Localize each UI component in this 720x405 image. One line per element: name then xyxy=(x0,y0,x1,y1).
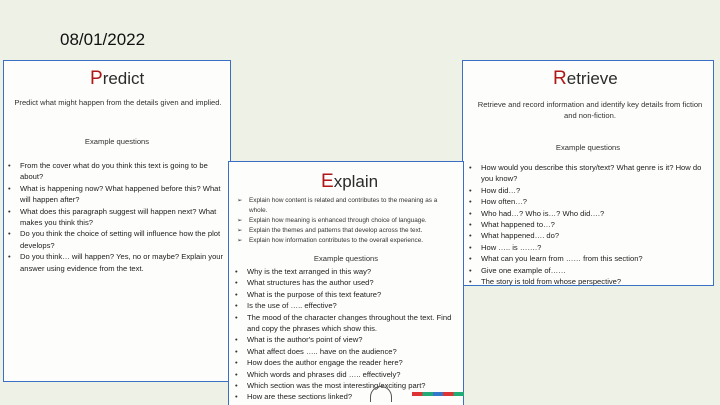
explain-title xyxy=(321,172,378,191)
list-item: • What is the author's point of view? xyxy=(233,334,457,345)
list-item: • What structures has the author used? xyxy=(233,277,457,288)
predict-title-initial: P xyxy=(90,68,103,89)
list-item: • How ….. is …….? xyxy=(467,242,707,253)
predict-title-rest: redict xyxy=(102,69,145,88)
list-item: ➢ Explain how content is related and contributes to the meaning as a whole. xyxy=(237,196,457,216)
list-item: ➢ Explain the themes and patterns that develop across the text. xyxy=(237,226,457,236)
retrieve-title-initial: R xyxy=(553,68,567,89)
retrieve-question-list xyxy=(467,162,707,286)
list-item: • Do you think… will happen? Yes, no or maybe? Explain your answer using evidence from the text. xyxy=(6,251,224,274)
list-item: • How did…? xyxy=(467,185,707,196)
list-item: ➢ Explain how meaning is enhanced through choice of language. xyxy=(237,216,457,226)
slide-date: 08/01/2022 xyxy=(60,30,146,49)
list-item: • What affect does ….. have on the audience? xyxy=(233,346,457,357)
list-item: • Why is the text arranged in this way? xyxy=(233,266,457,277)
explain-examples-heading: Example questions xyxy=(313,254,379,263)
list-item: • What does this paragraph suggest will happen next? What makes you think this? xyxy=(6,206,224,229)
retrieve-description: Retrieve and record information and identify key details from fiction and non-fiction. xyxy=(477,100,703,120)
list-item: • Which words and phrases did ….. effectively? xyxy=(233,369,457,380)
list-item: • What can you learn from …… from this section? xyxy=(467,253,707,264)
list-item: • Who had…? Who is…? Who did….? xyxy=(467,208,707,219)
retrieve-title xyxy=(553,69,618,88)
retrieve-card xyxy=(462,60,714,286)
list-item: • How does the author engage the reader here? xyxy=(233,357,457,368)
list-item: • How would you describe this story/text? What genre is it? How do you know? xyxy=(467,162,707,185)
explain-question-list xyxy=(233,266,457,403)
list-item: • What happened to…? xyxy=(467,219,707,230)
predict-examples-heading: Example questions xyxy=(84,137,150,146)
explain-card xyxy=(228,161,464,405)
predict-question-list xyxy=(6,160,224,274)
color-strip-decoration xyxy=(412,392,464,396)
list-item: ➢ Explain how information contributes to the overall experience. xyxy=(237,236,457,246)
list-item: • What happened…. do? xyxy=(467,230,707,241)
doodle-sketch xyxy=(370,386,392,402)
predict-description: Predict what might happen from the details given and implied. xyxy=(14,98,222,107)
list-item: • How are these sections linked? xyxy=(233,391,457,402)
list-item: • Do you think the choice of setting will influence how the plot develops? xyxy=(6,228,224,251)
list-item: • From the cover what do you think this text is going to be about? xyxy=(6,160,224,183)
list-item: • How often…? xyxy=(467,196,707,207)
retrieve-examples-heading: Example questions xyxy=(555,143,621,152)
list-item: • What is the purpose of this text feature? xyxy=(233,289,457,300)
explain-title-initial: E xyxy=(321,171,334,192)
list-item: • What is happening now? What happened before this? What will happen after? xyxy=(6,183,224,206)
list-item: • Which section was the most interesting/exciting part? xyxy=(233,380,457,391)
explain-title-rest: xplain xyxy=(333,172,379,191)
predict-card xyxy=(3,60,231,382)
list-item: • Is the use of ….. effective? xyxy=(233,300,457,311)
list-item: • Give one example of…… xyxy=(467,265,707,276)
list-item: • The mood of the character changes throughout the text. Find and copy the phrases which show this. xyxy=(233,312,457,335)
retrieve-title-rest: etrieve xyxy=(566,69,618,88)
explain-point-list xyxy=(237,196,457,246)
list-item: • The story is told from whose perspective? xyxy=(467,276,707,286)
predict-title xyxy=(90,69,144,88)
